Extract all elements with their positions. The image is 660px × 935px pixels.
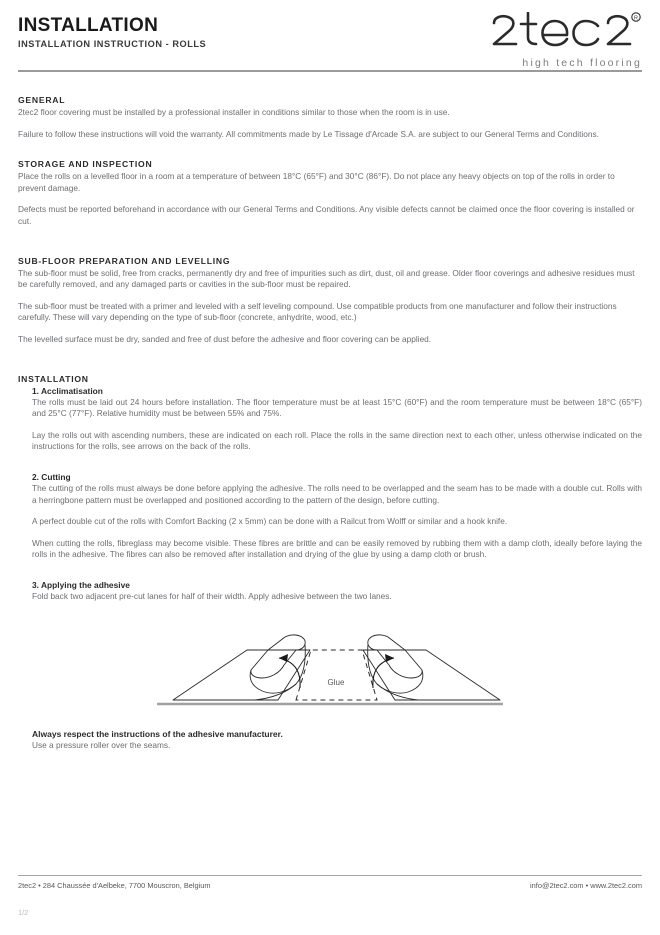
step1-paragraph-2: Lay the rolls out with ascending numbers, these are indicated on each roll. Place the rolls in the same direction next to each other, unless otherwise indicated on the instructions for the rolls, see arrows on the back of the rolls. — [32, 429, 642, 452]
document-body — [18, 72, 642, 750]
title-block — [18, 16, 206, 49]
spacer — [18, 571, 642, 580]
page-header — [18, 0, 642, 69]
brand-logo — [490, 12, 642, 69]
section-subfloor-preparation — [18, 256, 642, 346]
subfloor-paragraph-1: The sub-floor must be solid, free from cracks, permanently dry and free of impurities such as dirt, dust, oil and grease. Older floor coverings and adhesive residues must be carefully removed, and any damaged parts or cavities in the sub-floor must be repaired. — [18, 267, 635, 290]
storage-paragraph-2: Defects must be reported beforehand in accordance with our General Terms and Conditions. Any visible defects cannot be claimed once the floor covering is installed or cut. — [18, 204, 635, 226]
left-lane — [173, 635, 310, 700]
step2-paragraph-3: When cutting the rolls, fibreglass may become visible. These fibres are brittle and can be easily removed by rubbing them with a damp cloth, ideally before laying the rolls in the adhesive. The fibres can also be removed after installation and drying of the glue by using a damp cloth or brush. — [32, 537, 642, 560]
right-lane — [363, 635, 500, 700]
folded-lanes-diagram-icon — [155, 616, 505, 711]
glue-label: Glue — [327, 678, 345, 688]
section-heading-installation: INSTALLATION — [18, 373, 89, 384]
right-arrow-head-icon — [385, 654, 394, 662]
svg-text:R: R — [634, 15, 638, 22]
footer-row — [18, 881, 642, 890]
closing-note-strong: Always respect the instructions of the adhesive manufacturer. — [32, 729, 283, 740]
page-subtitle: INSTALLATION INSTRUCTION - ROLLS — [18, 38, 207, 49]
glue-area-outline — [296, 650, 377, 700]
logo-wordmark — [490, 12, 642, 56]
footer-contact: info@2tec2.com • www.2tec2.com — [530, 881, 642, 890]
section-installation — [18, 374, 642, 603]
section-general — [18, 95, 642, 140]
footer-address: 2tec2 • 284 Chaussée d'Aelbeke, 7700 Mouscron, Belgium — [18, 881, 211, 890]
closing-note — [18, 729, 642, 750]
subfloor-paragraph-3: The levelled surface must be dry, sanded and free of dust before the adhesive and floor covering can be applied. — [18, 333, 432, 344]
step-heading-cutting: 2. Cutting — [32, 471, 71, 482]
page-title: INSTALLATION — [18, 15, 159, 36]
step-heading-applying-adhesive: 3. Applying the adhesive — [32, 579, 130, 590]
storage-paragraph-1: Place the rolls on a levelled floor in a room at a temperature of between 18°C (65°F) and 30°C (86°F). Do not place any heavy objects on top of the rolls in order to prevent damage. — [18, 171, 615, 193]
subfloor-paragraph-2: The sub-floor must be treated with a primer and leveled with a self leveling compound. Use compatible products from one manufacturer and follow their instructions carefully. These will vary depending on the type of sub-floor (concrete, anhydrite, wood, etc.) — [18, 300, 617, 323]
step3-paragraph-1: Fold back two adjacent pre-cut lanes for half of their width. Apply adhesive between the two lanes. — [32, 590, 392, 601]
spacer — [18, 463, 642, 472]
step2-paragraph-1: The cutting of the rolls must always be done before applying the adhesive. The rolls need to be overlapped and the seam has to be made with a double cut. Rolls with a herringbone pattern must be overlapped and positioned according to the pattern of the design, before cutting. — [32, 482, 642, 505]
step1-paragraph-1: The rolls must be laid out 24 hours before installation. The floor temperature must be at least 15°C (60°F) and the room temperature must be between 18°C (65°F) and 25°C (77°F). Relative humidity must be between 55% and 75%. — [32, 396, 642, 419]
section-heading-storage: STORAGE AND INSPECTION — [18, 159, 153, 170]
section-heading-general: GENERAL — [18, 95, 66, 105]
footer-divider — [18, 875, 642, 876]
left-arrow-head-icon — [279, 654, 288, 662]
adhesive-application-diagram — [18, 616, 642, 711]
general-paragraph-2: Failure to follow these instructions will void the warranty. All commitments made by Le Tissage d'Arcade S.A. are subject to our General Terms and Conditions. — [18, 128, 599, 139]
spacer — [18, 150, 642, 159]
page-footer — [18, 875, 642, 917]
step2-paragraph-2: A perfect double cut of the rolls with Comfort Backing (2 x 5mm) can be done with a Railcut from Wolff or similar and a hook knife. — [32, 516, 508, 527]
general-paragraph-1: 2tec2 floor covering must be installed by a professional installer in conditions similar to those when the room is in use. — [18, 107, 450, 117]
spacer — [18, 356, 642, 374]
section-heading-subfloor: SUB-FLOOR PREPARATION AND LEVELLING — [18, 255, 231, 266]
closing-note-sub: Use a pressure roller over the seams. — [32, 740, 171, 751]
page-number: 1/2 — [18, 908, 29, 917]
section-storage-and-inspection — [18, 159, 642, 227]
logo-2tec2-icon — [490, 12, 642, 50]
logo-tagline: high tech flooring — [522, 56, 642, 69]
step-heading-acclimatisation: 1. Acclimatisation — [32, 385, 103, 396]
spacer — [18, 238, 642, 256]
